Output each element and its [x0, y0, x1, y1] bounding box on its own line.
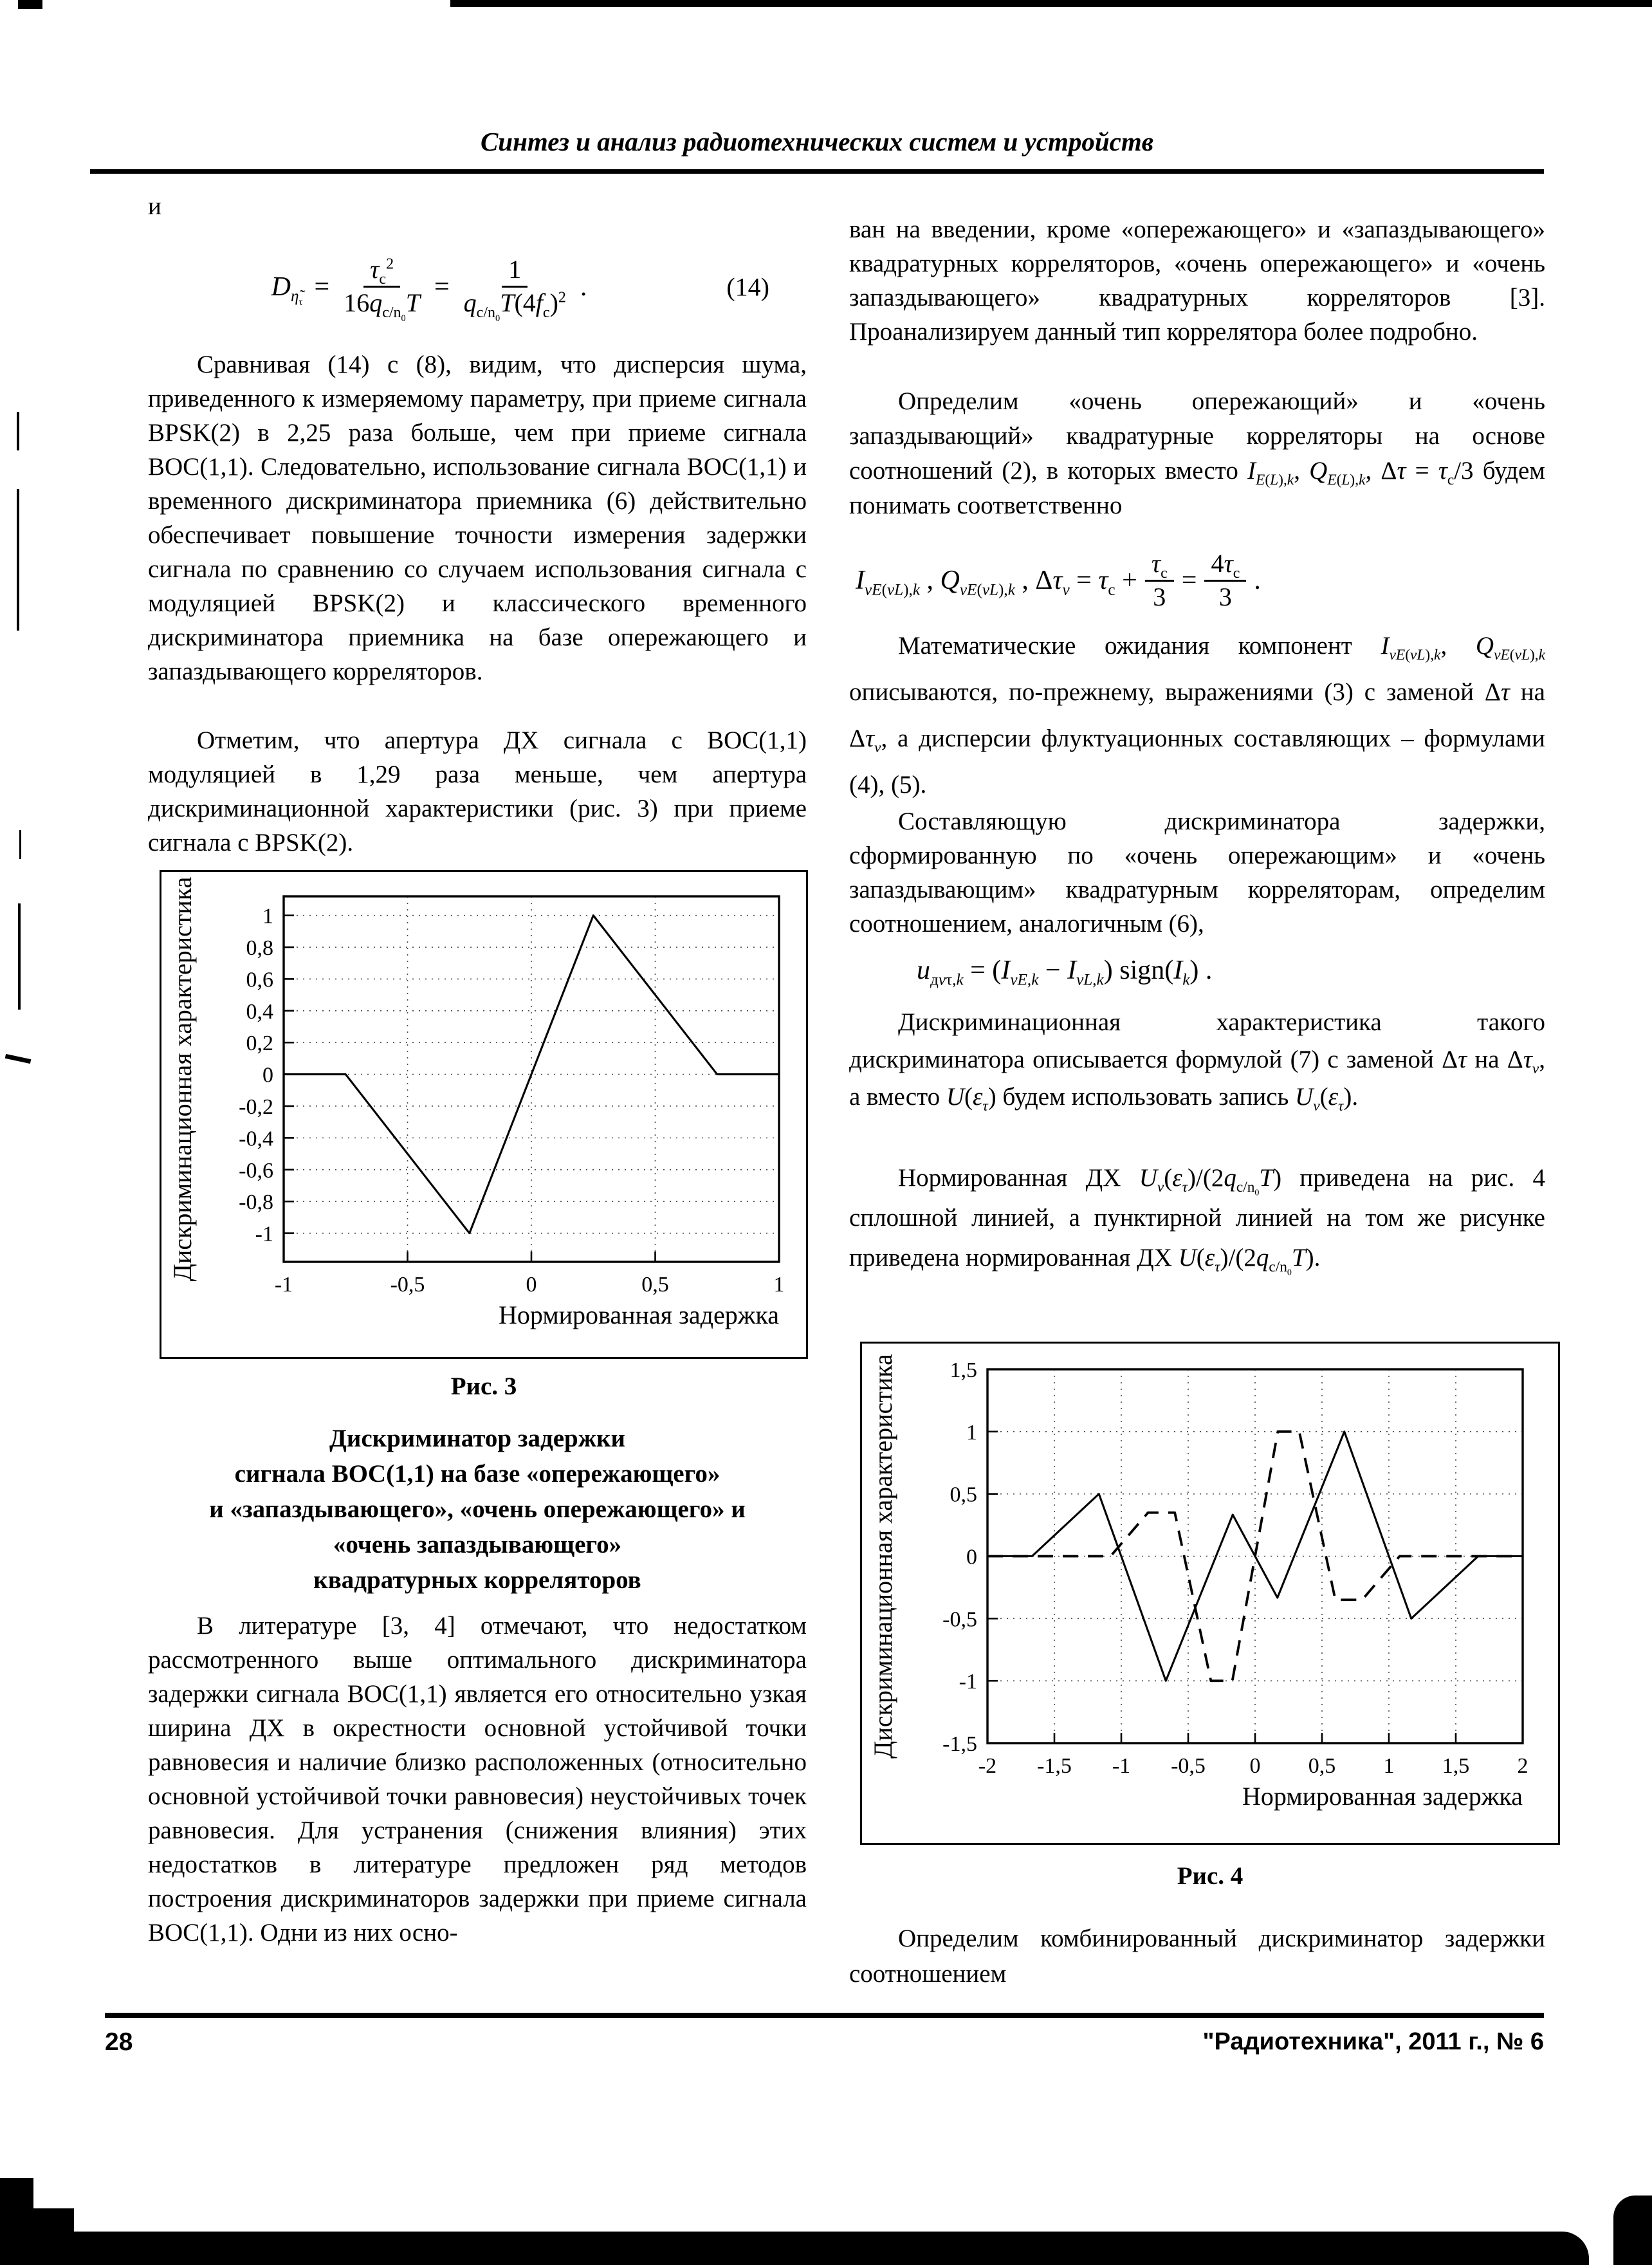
- paragraph: Определим «очень опережающий» и «очень запаздывающий» квадратурные корреляторы на основе соотношений (2), в которых вместо $I_{E(L),k}$, $Q_{E(L),k}$, $\Delta\tau = \tau_с/3$ будем понимать соответственно: [849, 387, 1545, 519]
- scan-artifact-bottom-right-wedge: [1613, 2196, 1652, 2265]
- section-heading-line: квадратурных корреляторов: [313, 1566, 641, 1594]
- svg-text:1: 1: [966, 1420, 977, 1445]
- fraction: [457, 254, 573, 324]
- svg-text:-1,5: -1,5: [942, 1732, 977, 1756]
- paragraph: Нормированная ДХ $U_v(\varepsilon_\tau)/(2q_{с/n_0}T)$ приведена на рис. 4 сплошной линией, а пунктирной линией на том же рисунке приведена нормированная ДХ $U(\varepsilon_\tau)/(2q_{с/n_0}T)$.: [849, 1164, 1545, 1278]
- formula-period: .: [1254, 566, 1261, 595]
- fraction: [1204, 548, 1246, 613]
- equals-sign: =: [1181, 566, 1197, 595]
- fraction-denominator: 3: [1218, 582, 1232, 611]
- formula-14: [148, 229, 807, 345]
- equation-number: (14): [726, 272, 769, 302]
- svg-text:-2: -2: [978, 1754, 997, 1778]
- section-heading-line: и «запаздывающего», «очень опережающего» и: [209, 1495, 746, 1523]
- svg-text:-0,6: -0,6: [239, 1158, 273, 1183]
- scan-artifact-margin-mark: [19, 830, 21, 859]
- svg-text:-1: -1: [959, 1670, 977, 1694]
- lead-word: и: [148, 192, 161, 220]
- paragraph: Составляющую дискриминатора задержки, сформированную по «очень опережающим» и «очень запаздывающим» квадратурным корреляторам, определим соотношением, аналогичным (6),: [849, 808, 1545, 938]
- scan-artifact-top-left-dash: [18, 0, 42, 9]
- svg-text:-1: -1: [274, 1273, 293, 1297]
- svg-text:Нормированная задержка: Нормированная задержка: [1242, 1782, 1523, 1811]
- svg-text:1,5: 1,5: [1442, 1754, 1470, 1778]
- scan-artifact-margin-mark: [5, 1054, 32, 1064]
- fraction-numerator: $\tau_с^2$: [363, 254, 400, 288]
- svg-text:-0,8: -0,8: [239, 1190, 273, 1215]
- figure-3: [160, 870, 808, 1359]
- scan-artifact-top-line: [450, 0, 1652, 7]
- fraction-denominator: $16q_{с/n_0}T$: [344, 288, 420, 324]
- svg-text:0,5: 0,5: [641, 1273, 669, 1297]
- equals-sign: =: [314, 272, 330, 302]
- svg-text:0,4: 0,4: [246, 999, 273, 1024]
- svg-text:Дискриминационная характеристи: Дискриминационная характеристика: [168, 876, 197, 1282]
- page-number: 28: [105, 2028, 133, 2056]
- fraction: [1145, 548, 1174, 613]
- svg-text:-1: -1: [255, 1222, 273, 1246]
- fraction: [337, 254, 427, 324]
- svg-text:0,5: 0,5: [1308, 1754, 1336, 1778]
- svg-text:-1,5: -1,5: [1037, 1754, 1072, 1778]
- svg-text:0,5: 0,5: [950, 1483, 977, 1507]
- fraction-denominator: $q_{с/n_0}T(4f_с)^2$: [463, 288, 566, 324]
- svg-text:Дискриминационная характеристи: Дискриминационная характеристика: [868, 1354, 897, 1759]
- svg-text:0: 0: [526, 1273, 537, 1297]
- svg-text:0: 0: [1249, 1754, 1261, 1778]
- svg-text:-1: -1: [1112, 1754, 1131, 1778]
- figure-3-caption: Рис. 3: [450, 1373, 517, 1400]
- svg-text:0: 0: [966, 1545, 977, 1569]
- svg-text:1,5: 1,5: [950, 1358, 977, 1382]
- section-heading-line: Дискриминатор задержки: [329, 1425, 625, 1452]
- figure-4: [860, 1342, 1560, 1845]
- formula-very-early-late: [856, 535, 1552, 625]
- fraction-numerator: 1: [502, 254, 528, 288]
- section-heading-line: «очень запаздывающего»: [333, 1531, 622, 1558]
- svg-text:-0,5: -0,5: [1171, 1754, 1206, 1778]
- paragraph: Отметим, что апертура ДХ сигнала с BOC(1,1) модуляцией в 1,29 раза меньше, чем апертура дискриминационной характеристики (рис. 3) при приеме сигнала с BPSK(2).: [148, 726, 807, 856]
- paragraph: Сравнивая (14) с (8), видим, что дисперсия шума, приведенного к измеряемому параметру, при приеме сигнала BPSK(2) в 2,25 раза больше, чем при приеме сигнала BOC(1,1). Следовательно, использование сигнала BOC(1,1) и временного дискриминатора приемника (6) действительно обеспечивает повышение точности измерения задержки сигнала по сравнению со случаем использования сигнала с модуляцией BPSK(2) и классического временного дискриминатора приемника на базе опережающего и запаздывающего корреляторов.: [148, 351, 807, 685]
- formula-u-discriminator: [917, 945, 1547, 996]
- scan-artifact-margin-mark: [17, 412, 19, 450]
- figure-3-chart: [161, 872, 806, 1357]
- fraction-denominator: 3: [1153, 582, 1166, 611]
- section-heading-line: сигнала BOC(1,1) на базе «опережающего»: [234, 1460, 720, 1488]
- svg-text:1: 1: [1383, 1754, 1395, 1778]
- fraction-numerator: $\tau_с$: [1145, 548, 1174, 582]
- svg-text:0,6: 0,6: [246, 968, 273, 992]
- formula-14-lhs: $D_{\etã_\tau}$: [271, 272, 303, 308]
- svg-text:-0,4: -0,4: [239, 1127, 273, 1151]
- paragraph: ван на введении, кроме «опережающего» и «запаздывающего» квадратурных корреляторов, «очень опережающего» и «очень запаздывающего» квадратурных корреляторов [3]. Проанализируем данный тип коррелятора более подробно.: [849, 216, 1545, 346]
- svg-text:-0,2: -0,2: [239, 1095, 273, 1119]
- scan-artifact-margin-mark: [18, 903, 21, 1010]
- svg-text:1: 1: [262, 904, 273, 929]
- svg-text:2: 2: [1517, 1754, 1528, 1778]
- fraction-numerator: $4\tau_с$: [1204, 548, 1246, 582]
- paragraph: Дискриминационная характеристика такого дискриминатора описывается формулой (7) с заменой Δτ на $\Delta\tau_v$, а вместо $U(\varepsilon_\tau)$ будем использовать запись $U_v(\varepsilon_\tau)$.: [849, 1008, 1545, 1114]
- svg-text:0,8: 0,8: [246, 936, 273, 961]
- journal-reference: "Радиотехника", 2011 г., № 6: [1202, 2028, 1544, 2055]
- formula-lead: $I_{vE(vL),k}$ , $Q_{vE(vL),k}$ , $\Delta\tau_v = \tau_с$ +: [856, 566, 1137, 599]
- svg-text:-0,5: -0,5: [942, 1607, 977, 1632]
- equals-sign: =: [434, 272, 450, 302]
- formula-body: $u_{дv\tau,k} = (I_{vE,k} - I_{vL,k})$ $sign(I_k)$ .: [917, 956, 1213, 989]
- scan-artifact-bottom-band: [0, 2232, 1589, 2265]
- paragraph: В литературе [3, 4] отмечают, что недостатком рассмотренного выше оптимального дискриминатора задержки сигнала BOC(1,1) является его относительно узкая ширина ДХ в окрестности основной устойчивой точки равновесия и наличие близко расположенных (относительно основной устойчивой точки равновесия) неустойчивых точек равновесия. Для устранения (снижения влияния) этих недостатков в литературе предложен ряд методов построения дискриминаторов задержки при приеме сигнала BOC(1,1). Одни из них осно-: [148, 1612, 807, 1946]
- svg-text:0,2: 0,2: [246, 1031, 273, 1056]
- paragraph: Математические ожидания компонент $I_{vE(vL),k}$, $Q_{vE(vL),k}$ описываются, по-прежнему, выражениями (3) с заменой Δτ на $\Delta\tau_v$, а дисперсии флуктуационных составляющих – формулами (4), (5).: [849, 632, 1545, 799]
- figure-4-caption: Рис. 4: [1177, 1862, 1244, 1890]
- figure-4-chart: [862, 1344, 1558, 1843]
- footer-rule: [105, 2013, 1544, 2018]
- section-heading: [148, 1421, 807, 1598]
- svg-text:-0,5: -0,5: [390, 1273, 425, 1297]
- paragraph: Определим комбинированный дискриминатор задержки соотношением: [849, 1925, 1545, 1988]
- svg-text:0: 0: [262, 1063, 273, 1087]
- svg-text:Нормированная задержка: Нормированная задержка: [499, 1300, 779, 1329]
- header-rule: [90, 169, 1544, 174]
- svg-text:1: 1: [773, 1273, 785, 1297]
- formula-period: .: [580, 272, 587, 302]
- running-title: Синтез и анализ радиотехнических систем и устройств: [480, 127, 1154, 156]
- scan-artifact-margin-mark: [17, 489, 19, 631]
